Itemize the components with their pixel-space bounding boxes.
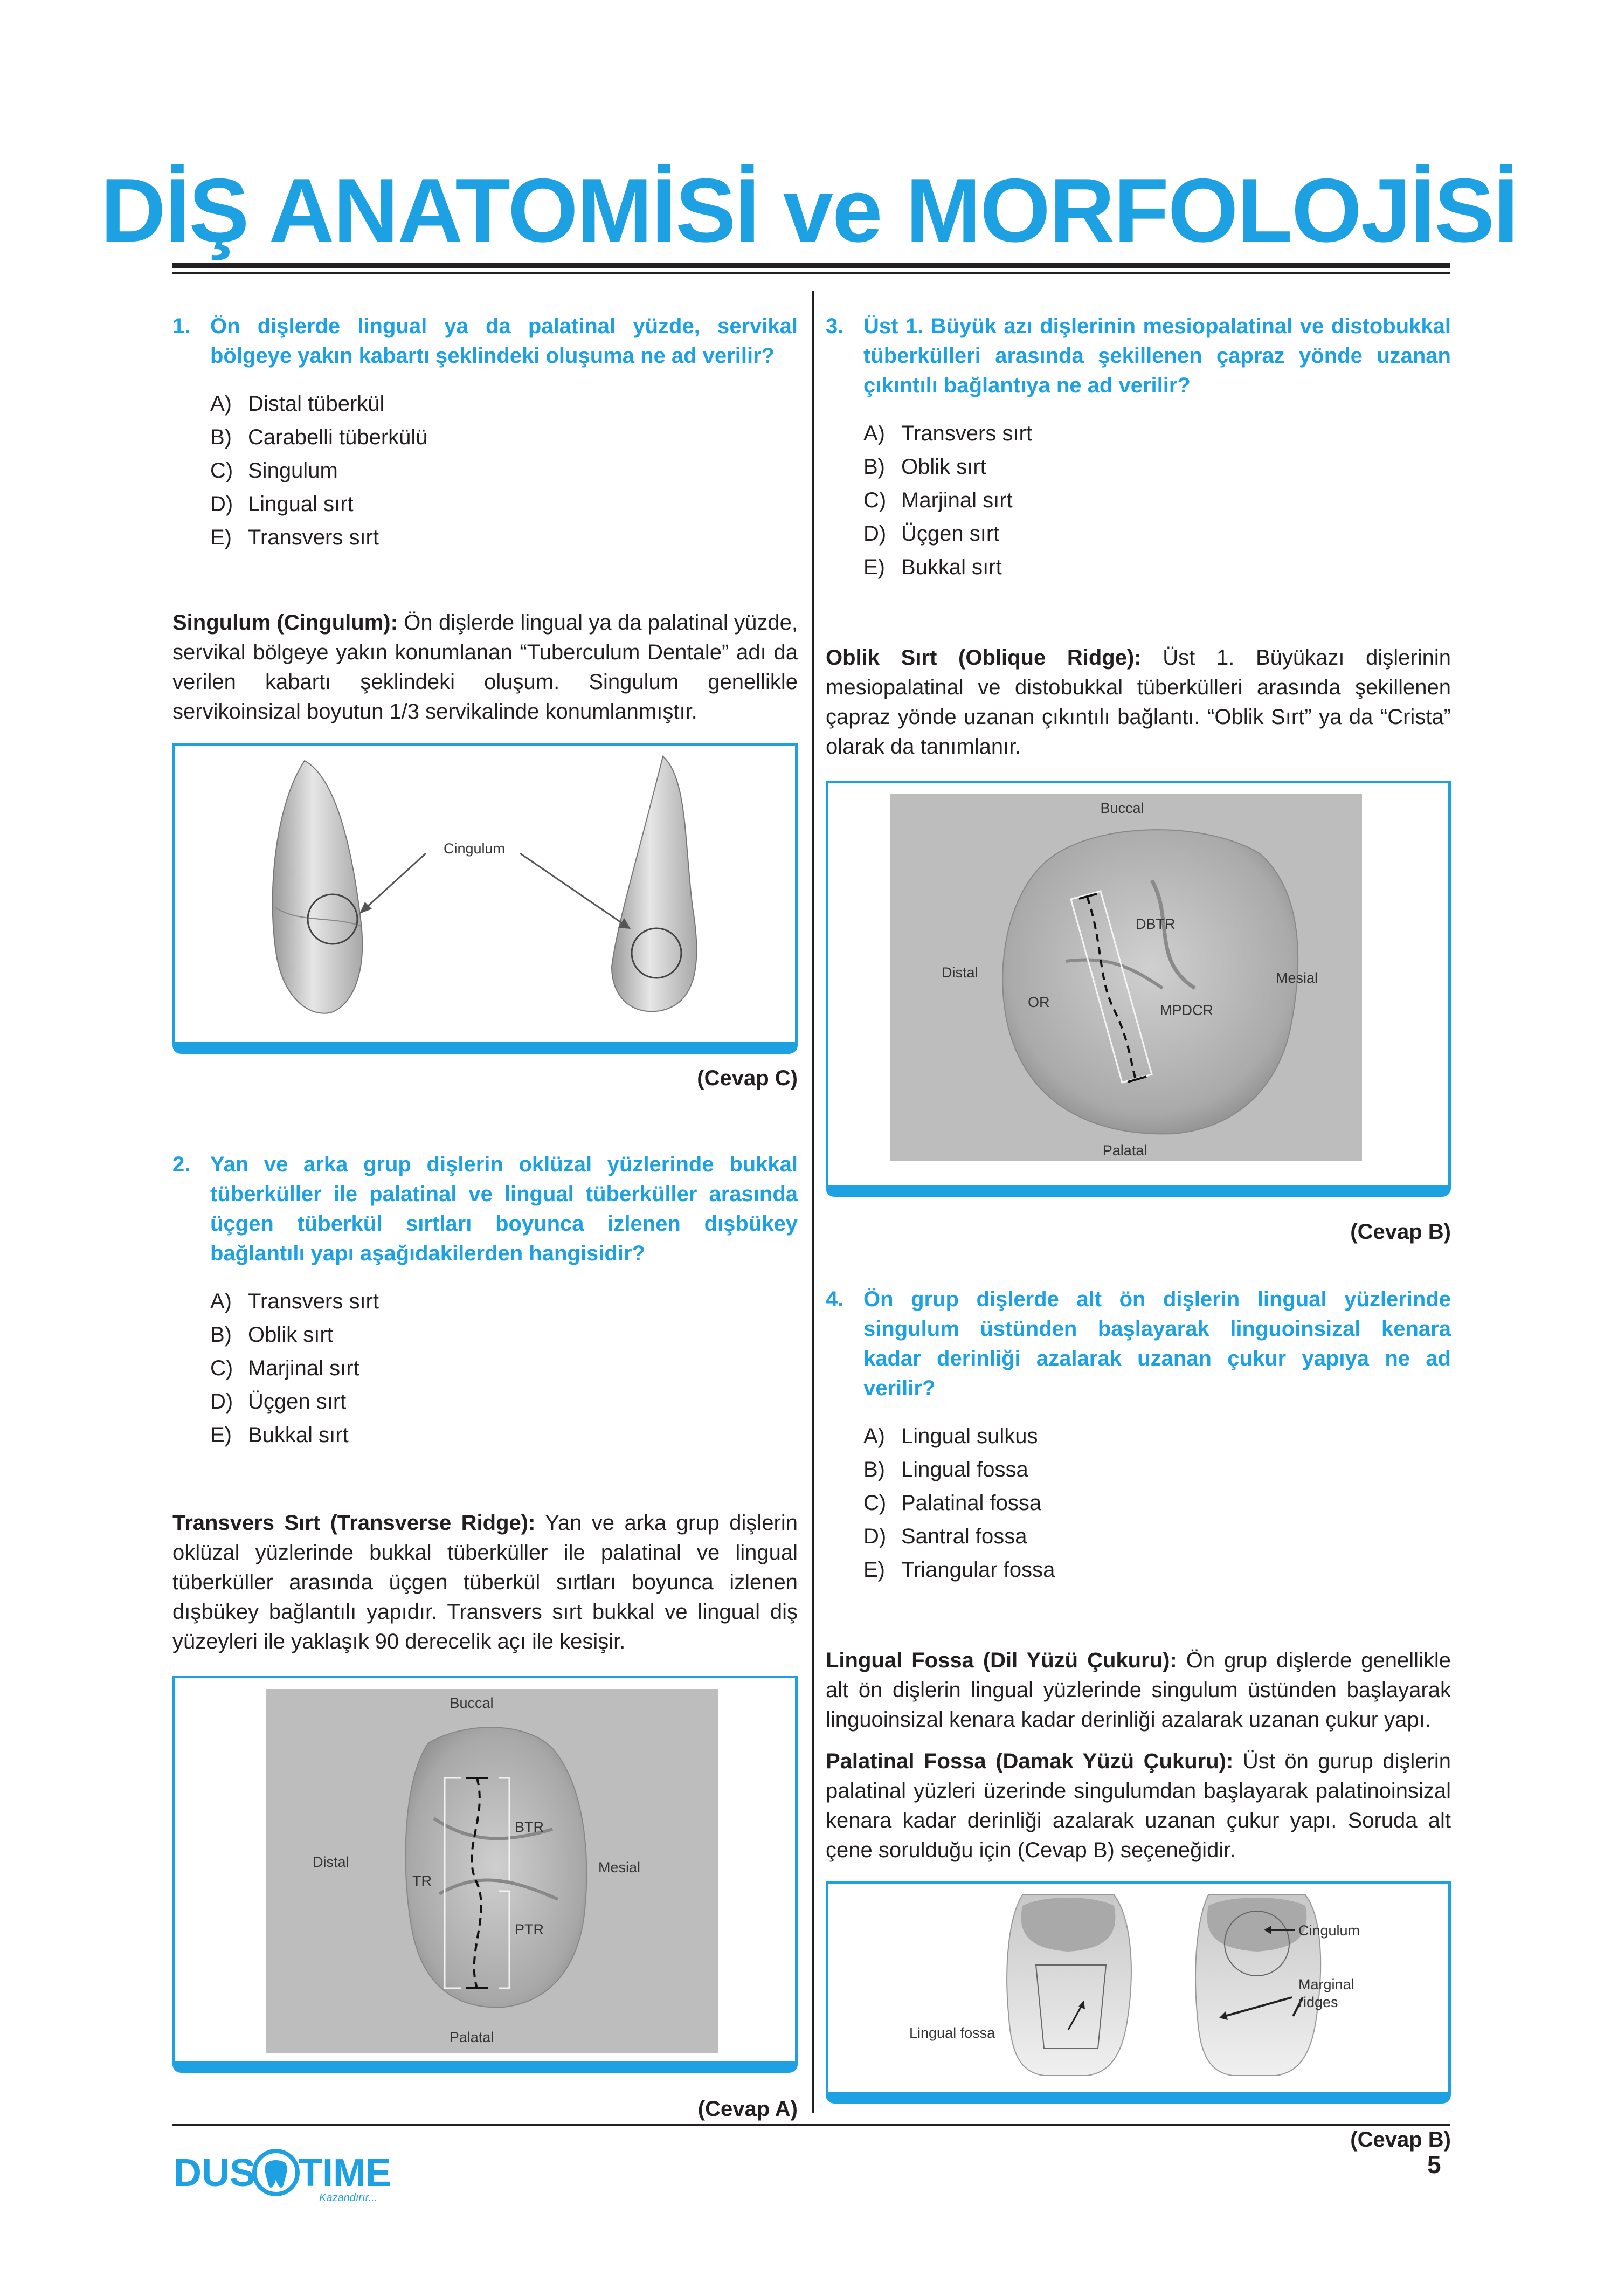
left-column bbox=[172, 312, 798, 2124]
question-1 bbox=[172, 312, 798, 371]
explanation-term: Oblik Sırt (Oblique Ridge): bbox=[826, 646, 1142, 670]
mesial-label: Mesial bbox=[1276, 970, 1318, 986]
or-label: OR bbox=[1028, 994, 1050, 1010]
option-d[interactable]: D) Santral fossa bbox=[863, 1525, 1027, 1548]
footer-rule bbox=[172, 2124, 1450, 2126]
mpdcr-label: MPDCR bbox=[1160, 1002, 1213, 1018]
option-e[interactable]: E) Bukkal sırt bbox=[210, 1423, 349, 1447]
right-column bbox=[826, 312, 1451, 2155]
figure-2 bbox=[172, 1676, 798, 2061]
option-d[interactable]: D) Üçgen sırt bbox=[863, 522, 1000, 546]
option-c[interactable]: C) Palatinal fossa bbox=[863, 1491, 1042, 1515]
figure-4 bbox=[826, 1881, 1451, 2092]
figure-1 bbox=[172, 743, 798, 1042]
header-rule bbox=[172, 263, 1450, 268]
explanation-2: Transvers Sırt (Transverse Ridge): Yan ve arka grup dişlerin oklüzal yüzlerinde bukkal tüberküller ile palatinal ve lingual tüberküller arasında üçgen tüberkül sırtları boyunca izlenen dışbükey bağlantılı yapıdır. Transvers sırt bukkal ve lingual diş yüzeyleri ile yaklaşık 90 derecelik açı ile kesişir. bbox=[172, 1511, 798, 1653]
dus-time-logo bbox=[174, 2143, 400, 2208]
option-e[interactable]: E) Bukkal sırt bbox=[863, 555, 1002, 579]
option-e[interactable]: E) Triangular fossa bbox=[863, 1558, 1055, 1582]
question-2 bbox=[172, 1150, 798, 1268]
column-divider bbox=[812, 291, 814, 2113]
option-b[interactable]: B) Oblik sırt bbox=[863, 455, 986, 479]
explanation-4b: Palatinal Fossa (Damak Yüzü Çukuru): Üst ön gurup dişlerin palatinal yüzleri üzerinde singulumdan başlayarak palatinoinsizal kenara kadar derinliği azalarak uzanan çukur yapı. Soruda alt çene sorulduğu için (Cevap B) seçeneğidir. bbox=[826, 1749, 1451, 1862]
option-c[interactable]: C) Marjinal sırt bbox=[210, 1356, 359, 1380]
explanation-term: Lingual Fossa (Dil Yüzü Çukuru): bbox=[826, 1649, 1177, 1672]
mesial-label: Mesial bbox=[598, 1859, 641, 1876]
oblique-ridge-illustration bbox=[828, 783, 1448, 1185]
explanation-term: Singulum (Cingulum): bbox=[172, 611, 398, 635]
distal-label: Distal bbox=[942, 964, 978, 981]
explanation-4a: Lingual Fossa (Dil Yüzü Çukuru): Ön grup dişlerde genellikle alt ön dişlerin lingual yüzlerinde singulum üstünden başlayarak linguoinsizal kenara kadar derinliği azalarak uzanan çukur yapı. bbox=[826, 1649, 1451, 1732]
question-3-options bbox=[826, 417, 1451, 584]
explanation-term: Transvers Sırt (Transverse Ridge): bbox=[172, 1511, 536, 1535]
question-text: Yan ve arka grup dişlerin oklüzal yüzlerinde bukkal tüberküller ile palatinal ve lingual tüberküller arasında üçgen tüberkül sırtları boyunca izlenen dışbükey bağlantılı yapı aşağıdakilerden hangisidir? bbox=[210, 1153, 798, 1265]
explanation-1: Singulum (Cingulum): Ön dişlerde lingual ya da palatinal yüzde, servikal bölgeye yakın konumlanan “Tuberculum Dentale” adı da verilen kabartı şeklindeki oluşum. Singulum genellikle servikoinsizal boyutun 1/3 servikalinde konumlanmıştır. bbox=[172, 611, 798, 723]
cingulum-label: Cingulum bbox=[443, 840, 506, 857]
question-text: Üst 1. Büyük azı dişlerinin mesiopalatinal ve distobukkal tüberkülleri arasında şekillenen çapraz yönde uzanan çıkıntılı bağlantıya ne ad verilir? bbox=[863, 314, 1451, 397]
lingual-fossa-illustration bbox=[828, 1884, 1448, 2092]
question-4 bbox=[826, 1285, 1451, 1403]
question-number: 2. bbox=[172, 1153, 191, 1176]
question-number: 3. bbox=[826, 314, 844, 338]
question-1-options bbox=[172, 387, 798, 554]
option-a[interactable]: A) Distal tüberkül bbox=[210, 392, 385, 416]
dbtr-label: DBTR bbox=[1136, 916, 1176, 932]
option-d[interactable]: D) Lingual sırt bbox=[210, 492, 354, 516]
figure-3 bbox=[826, 781, 1451, 1185]
page-title: DİŞ ANATOMİSİ ve MORFOLOJİSİ bbox=[100, 160, 1518, 261]
answer-4: (Cevap B) bbox=[1350, 2128, 1451, 2152]
question-2-options bbox=[172, 1285, 798, 1452]
answer-2: (Cevap A) bbox=[697, 2097, 798, 2121]
buccal-label: Buccal bbox=[1100, 800, 1144, 816]
option-b[interactable]: B) Oblik sırt bbox=[210, 1323, 333, 1347]
option-b[interactable]: B) Carabelli tüberkülü bbox=[210, 425, 428, 449]
ptr-label: PTR bbox=[515, 1921, 544, 1938]
distal-label: Distal bbox=[313, 1854, 349, 1870]
answer-3: (Cevap B) bbox=[1350, 1220, 1451, 1244]
btr-label: BTR bbox=[515, 1819, 544, 1835]
option-c[interactable]: C) Marjinal sırt bbox=[863, 488, 1013, 512]
cingulum-label: Cingulum bbox=[1298, 1922, 1360, 1939]
question-number: 4. bbox=[826, 1287, 844, 1311]
option-c[interactable]: C) Singulum bbox=[210, 459, 338, 482]
option-a[interactable]: A) Transvers sırt bbox=[863, 422, 1032, 445]
option-a[interactable]: A) Transvers sırt bbox=[210, 1290, 379, 1313]
explanation-term: Palatinal Fossa (Damak Yüzü Çukuru): bbox=[826, 1749, 1234, 1773]
logo-text-dus: DUS bbox=[174, 2152, 256, 2195]
palatal-label: Palatal bbox=[449, 2029, 494, 2045]
question-text: Ön grup dişlerde alt ön dişlerin lingual yüzlerinde singulum üstünden başlayarak linguoinsizal kenara kadar derinliği azalarak uzanan çukur yapıya ne ad verilir? bbox=[863, 1287, 1451, 1400]
question-4-options bbox=[826, 1419, 1451, 1587]
question-text: Ön dişlerde lingual ya da palatinal yüzde, servikal bölgeye yakın kabartı şeklindeki oluşuma ne ad verilir? bbox=[210, 314, 798, 368]
option-d[interactable]: D) Üçgen sırt bbox=[210, 1390, 347, 1414]
explanation-3: Oblik Sırt (Oblique Ridge): Üst 1. Büyükazı dişlerinin mesiopalatinal ve distobukkal tüberkülleri arasında şekillenen çapraz yönde uzanan çıkıntılı bağlantı. “Oblik Sırt” ya da “Crista” olarak da tanımlanır. bbox=[826, 646, 1451, 759]
option-b[interactable]: B) Lingual fossa bbox=[863, 1458, 1028, 1481]
palatal-label: Palatal bbox=[1102, 1142, 1147, 1159]
tr-label: TR bbox=[412, 1873, 432, 1889]
marginal-label: Marginal bbox=[1298, 1976, 1354, 1992]
cingulum-illustration bbox=[175, 746, 795, 1042]
option-a[interactable]: A) Lingual sulkus bbox=[863, 1424, 1038, 1448]
transverse-ridge-illustration bbox=[175, 1678, 795, 2061]
header-rule-thin bbox=[172, 272, 1450, 274]
ridges-label: ridges bbox=[1298, 1994, 1338, 2010]
logo-text-time: TIME bbox=[299, 2152, 391, 2195]
answer-1: (Cevap C) bbox=[697, 1066, 798, 1090]
question-3 bbox=[826, 312, 1451, 401]
logo-tagline: Kazandırır... bbox=[319, 2192, 378, 2204]
buccal-label: Buccal bbox=[450, 1695, 494, 1711]
page-number: 5 bbox=[1427, 2150, 1441, 2178]
option-e[interactable]: E) Transvers sırt bbox=[210, 526, 379, 549]
lingual-fossa-label: Lingual fossa bbox=[909, 2025, 995, 2041]
question-number: 1. bbox=[172, 314, 191, 338]
